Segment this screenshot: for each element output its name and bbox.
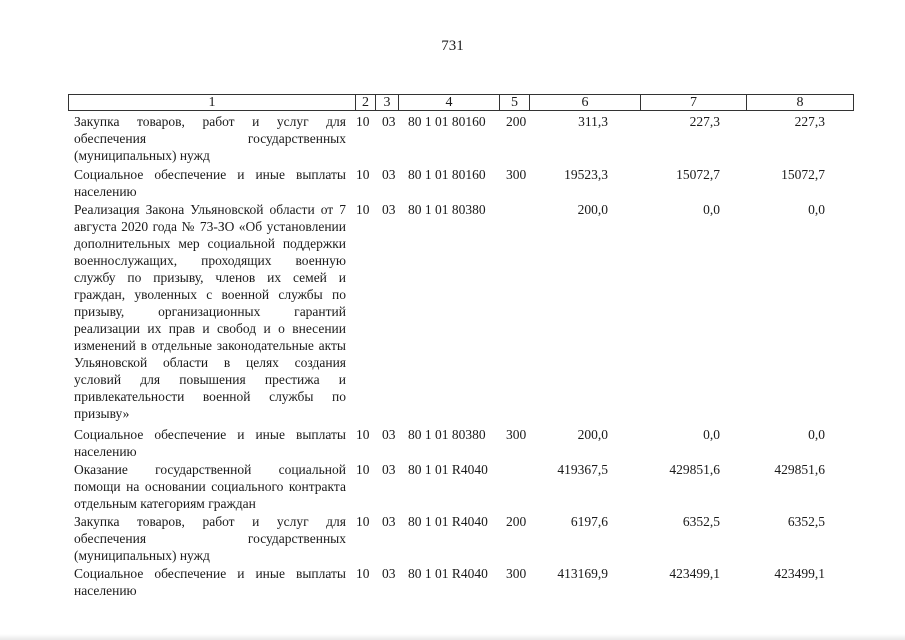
row-value-3: 429851,6: [774, 462, 825, 477]
row-target-article: 80 1 01 80380: [408, 202, 486, 217]
row-expense-type: 300: [506, 566, 527, 581]
row-section: 10: [356, 427, 370, 442]
row-section: 10: [356, 167, 370, 182]
row-name: Социальное обеспечение и иные выплаты населению: [74, 167, 346, 199]
row-target-article: 80 1 01 R4040: [408, 462, 488, 477]
row-value-3: 15072,7: [781, 167, 825, 182]
table-header: [68, 94, 854, 111]
row-value-1: 311,3: [578, 114, 608, 129]
header-col-5: 5: [500, 95, 530, 110]
row-value-2: 0,0: [703, 427, 720, 442]
row-value-1: 200,0: [577, 202, 608, 217]
row-value-2: 429851,6: [669, 462, 720, 477]
header-col-7: 7: [641, 95, 747, 110]
row-target-article: 80 1 01 R4040: [408, 566, 488, 581]
row-value-1: 413169,9: [557, 566, 608, 581]
row-subsection: 03: [382, 462, 396, 477]
scan-edge: [0, 634, 905, 640]
row-target-article: 80 1 01 R4040: [408, 514, 488, 529]
row-subsection: 03: [382, 202, 396, 217]
row-name: Реализация Закона Ульяновской области от 7 августа 2020 года № 73-ЗО «Об установлении дополнительных мер социальной поддержки военнослужащих, проходящих военную службу по призыву, членов их семей и граждан, уволенных с военной службы по призыву, организационных гарантий реализации их прав и свобод и о внесении изменений в отдельные законодательные акты Ульяновской области в целях создания условий для повышения престижа и привлекательности военной службы по призыву»: [74, 202, 346, 421]
row-value-3: 6352,5: [787, 514, 825, 529]
row-value-2: 0,0: [703, 202, 720, 217]
row-value-3: 227,3: [794, 114, 825, 129]
row-value-2: 15072,7: [676, 167, 720, 182]
header-col-6: 6: [530, 95, 641, 110]
row-value-3: 423499,1: [774, 566, 825, 581]
row-expense-type: 200: [506, 114, 527, 129]
row-section: 10: [356, 514, 370, 529]
row-subsection: 03: [382, 427, 396, 442]
row-subsection: 03: [382, 514, 396, 529]
row-target-article: 80 1 01 80160: [408, 114, 486, 129]
header-col-2: 2: [356, 95, 376, 110]
row-value-2: 423499,1: [669, 566, 720, 581]
row-value-3: 0,0: [808, 202, 825, 217]
row-value-1: 419367,5: [557, 462, 608, 477]
row-target-article: 80 1 01 80380: [408, 427, 486, 442]
row-value-2: 227,3: [689, 114, 720, 129]
header-col-3: 3: [376, 95, 399, 110]
row-name: Закупка товаров, работ и услуг для обеспечения государственных (муниципальных) нужд: [74, 114, 346, 163]
row-value-1: 6197,6: [570, 514, 608, 529]
row-expense-type: 200: [506, 514, 527, 529]
header-col-4: 4: [399, 95, 500, 110]
row-section: 10: [356, 114, 370, 129]
header-col-1: 1: [69, 95, 356, 110]
row-name: Социальное обеспечение и иные выплаты населению: [74, 566, 346, 598]
row-subsection: 03: [382, 167, 396, 182]
header-col-8: 8: [796, 95, 804, 110]
row-section: 10: [356, 462, 370, 477]
row-subsection: 03: [382, 114, 396, 129]
row-section: 10: [356, 202, 370, 217]
row-name: Закупка товаров, работ и услуг для обеспечения государственных (муниципальных) нужд: [74, 514, 346, 563]
row-subsection: 03: [382, 566, 396, 581]
row-expense-type: 300: [506, 167, 527, 182]
row-value-2: 6352,5: [682, 514, 720, 529]
row-target-article: 80 1 01 80160: [408, 167, 486, 182]
row-expense-type: 300: [506, 427, 527, 442]
row-value-1: 200,0: [577, 427, 608, 442]
row-name: Оказание государственной социальной помощи на основании социального контракта отдельным категориям граждан: [74, 462, 346, 511]
row-section: 10: [356, 566, 370, 581]
row-value-1: 19523,3: [564, 167, 608, 182]
page-number: 731: [441, 38, 464, 54]
row-value-3: 0,0: [808, 427, 825, 442]
row-name: Социальное обеспечение и иные выплаты населению: [74, 427, 346, 459]
